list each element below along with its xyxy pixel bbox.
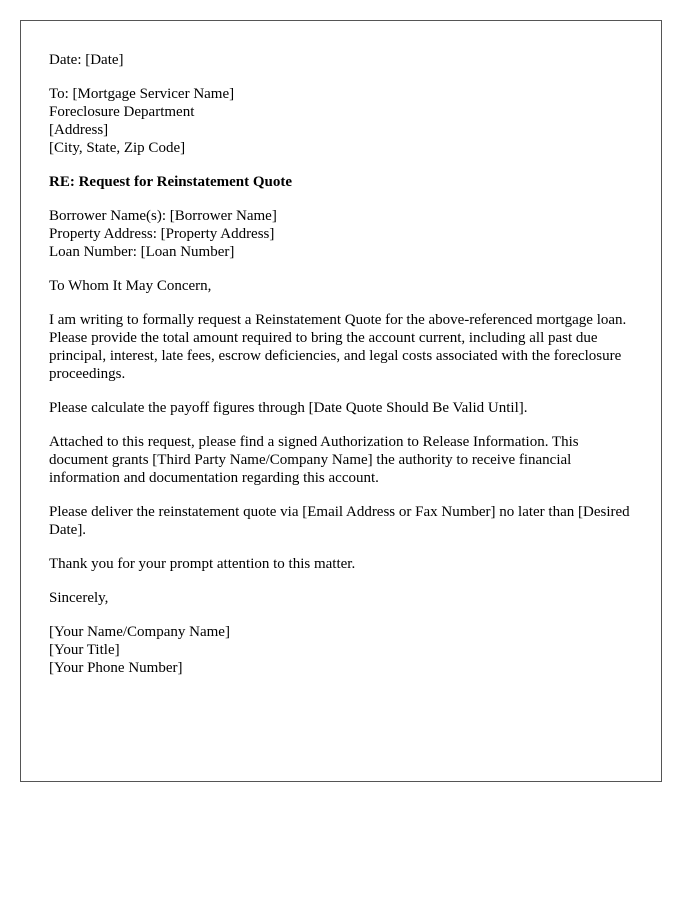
body-paragraph: I am writing to formally request a Reinstatement Quote for the above-referenced mortgage loan. Please provide the total amount required to bring the account current, including all past due principal, interest, late fees, escrow deficiencies, and legal costs associated with the foreclosure proceedings.	[49, 312, 627, 382]
body-paragraph: Please deliver the reinstatement quote via [Email Address or Fax Number] no later than [Desired Date].	[49, 504, 630, 538]
borrower-name: Borrower Name(s): [Borrower Name]	[49, 208, 277, 224]
letter	[20, 20, 662, 782]
closing: Sincerely,	[49, 590, 109, 606]
recipient-name: To: [Mortgage Servicer Name]	[49, 86, 235, 102]
signature-phone: [Your Phone Number]	[49, 660, 183, 676]
signature-name: [Your Name/Company Name]	[49, 624, 230, 640]
recipient-department: Foreclosure Department	[49, 104, 195, 120]
salutation: To Whom It May Concern,	[49, 278, 212, 294]
signature-block	[49, 623, 633, 677]
loan-number: Loan Number: [Loan Number]	[49, 244, 235, 260]
date-line: Date: [Date]	[49, 52, 124, 68]
body-paragraph: Please calculate the payoff figures through [Date Quote Should Be Valid Until].	[49, 400, 528, 416]
subject-line: RE: Request for Reinstatement Quote	[49, 174, 293, 190]
recipient-city: [City, State, Zip Code]	[49, 140, 186, 156]
recipient-address: [Address]	[49, 122, 109, 138]
property-address: Property Address: [Property Address]	[49, 226, 275, 242]
loan-details	[49, 207, 633, 261]
recipient-block	[49, 85, 633, 157]
signature-title: [Your Title]	[49, 642, 120, 658]
body-paragraph: Thank you for your prompt attention to this matter.	[49, 556, 356, 572]
body-paragraph: Attached to this request, please find a signed Authorization to Release Information. This document grants [Third Party Name/Company Name] the authority to receive financial information and documentation regarding this account.	[49, 434, 579, 486]
